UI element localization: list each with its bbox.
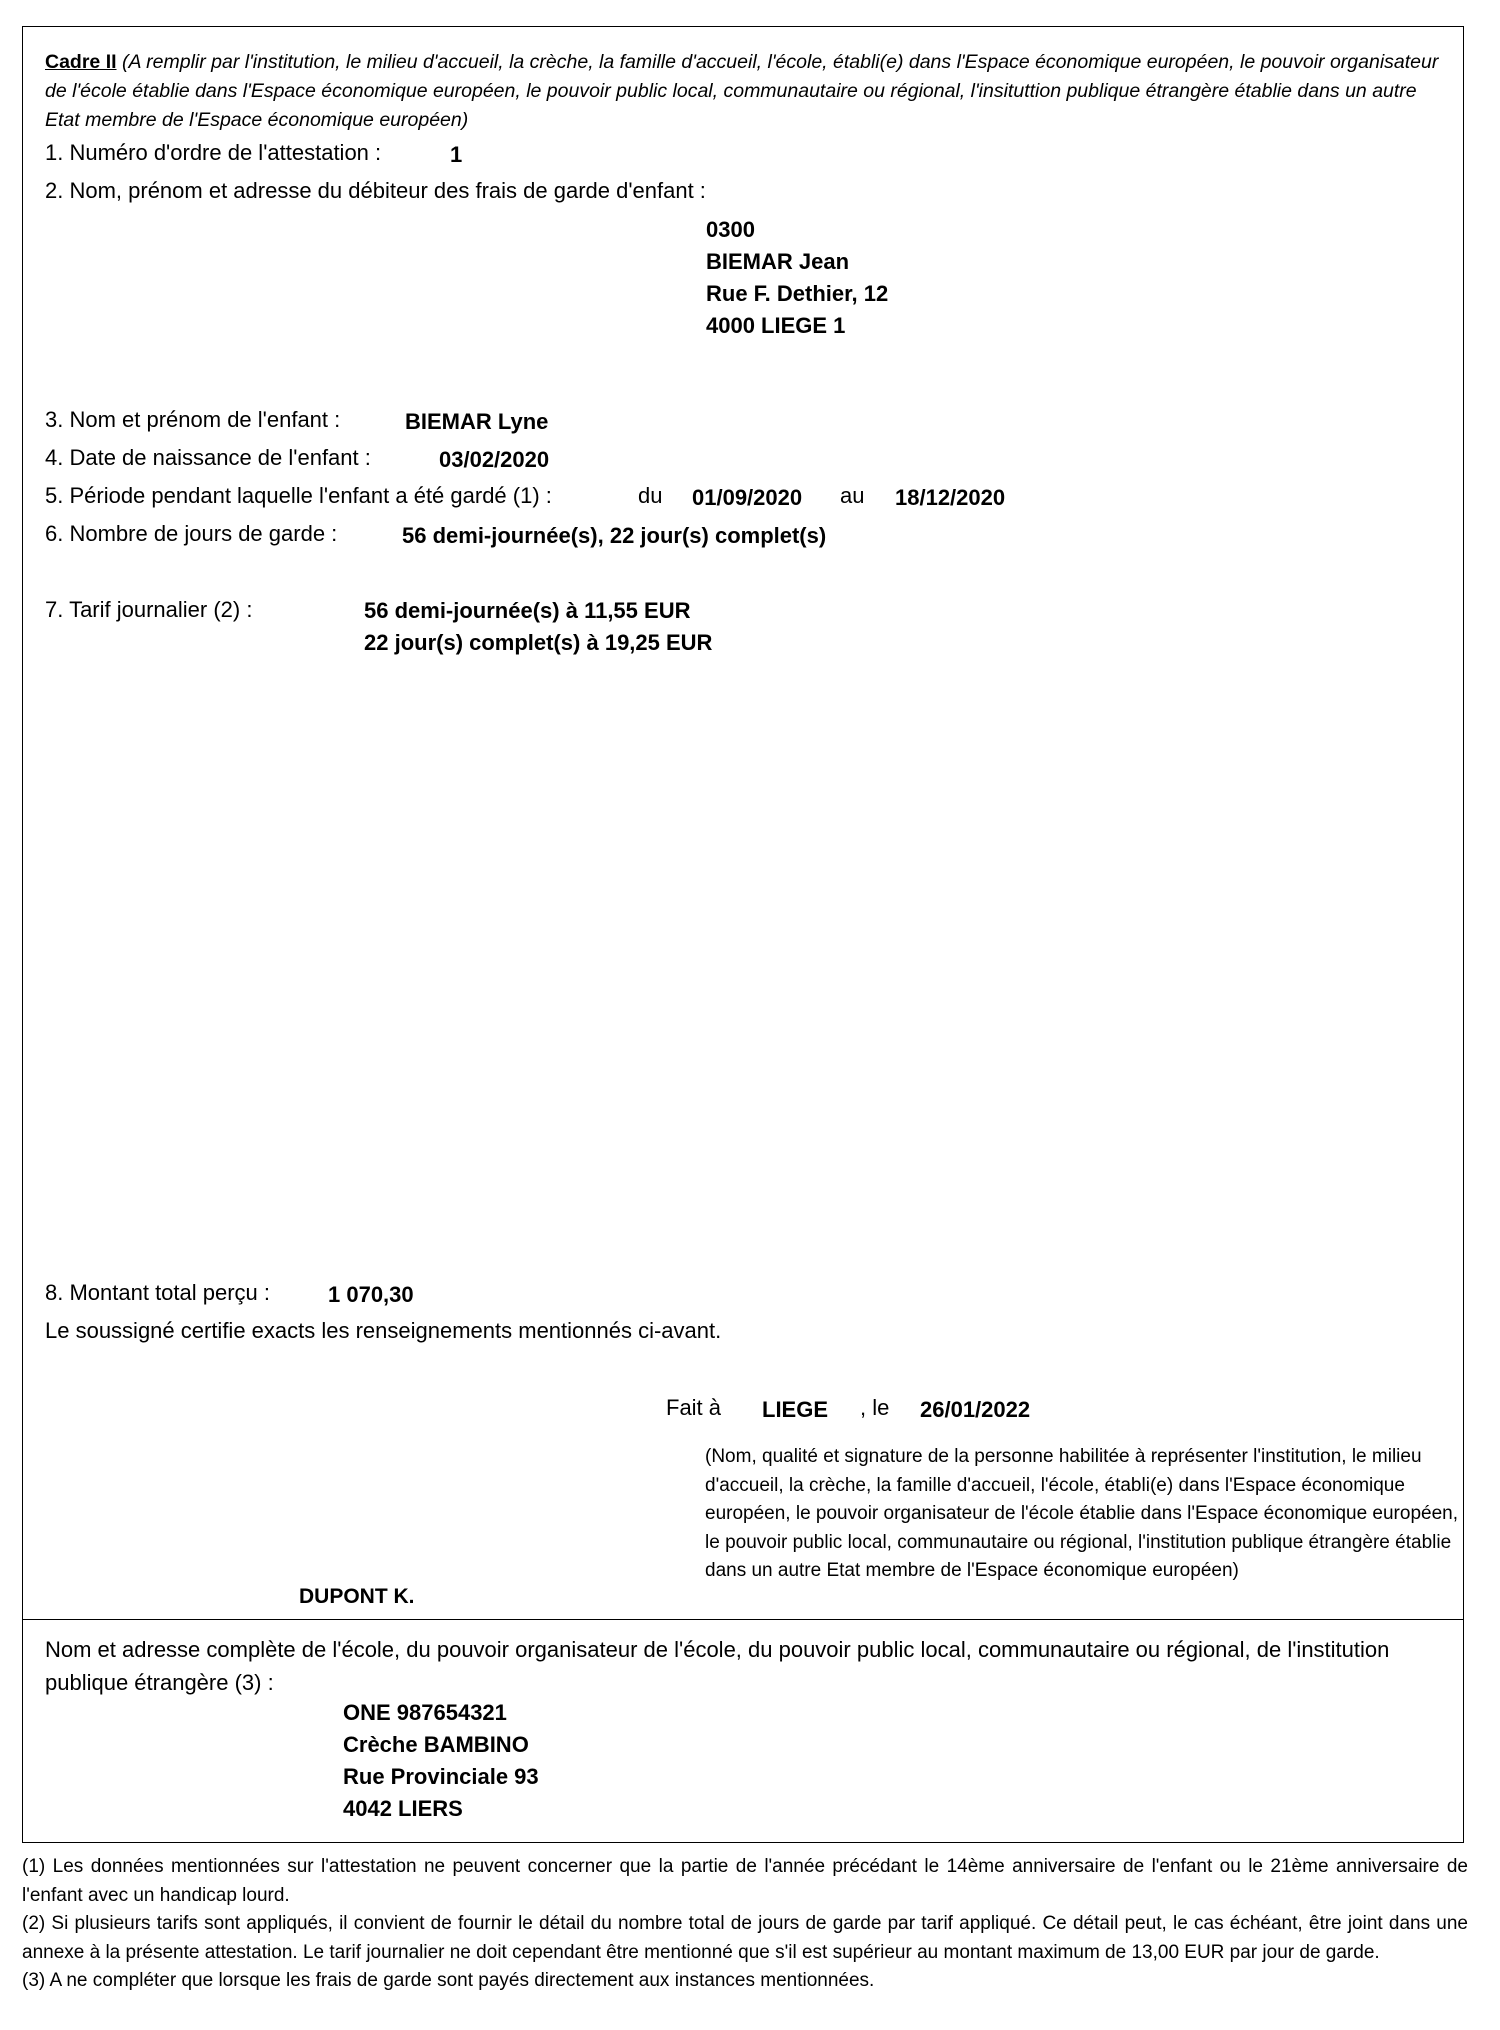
tarif-line: 56 demi-journée(s) à 11,55 EUR: [364, 598, 691, 623]
field-periode-label: 5. Période pendant laquelle l'enfant a été gardé (1) :: [45, 483, 552, 508]
school-address: [343, 1697, 539, 1825]
tarif-lines: [364, 595, 712, 659]
footnote-1: (1) Les données mentionnées sur l'attestation ne peuvent concerner que la partie de l'année précédant le 14ème anniversaire de l'enfant ou le 21ème anniversaire de l'enfant avec un handicap lourd.: [22, 1856, 1468, 1906]
debiteur-address: [706, 214, 888, 342]
field-tarif-label: 7. Tarif journalier (2) :: [45, 597, 253, 622]
debiteur-line: 0300: [706, 217, 755, 242]
cadre-intro-text: (A remplir par l'institution, le milieu d'accueil, la crèche, la famille d'accueil, l'école, établi(e) dans l'Espace économique européen, le pouvoir organisateur de l'école établie dans l'Espace économique européen, le pouvoir public local, communautaire ou régional, l'insituttion publique étrangère établie dans un autre Etat membre de l'Espace économique européen): [45, 51, 1439, 131]
field-enfant-value: BIEMAR Lyne: [405, 409, 549, 434]
field-montant-label: 8. Montant total perçu :: [45, 1280, 271, 1305]
le-label: , le: [860, 1395, 890, 1420]
field-enfant-label: 3. Nom et prénom de l'enfant :: [45, 407, 341, 432]
school-line: Crèche BAMBINO: [343, 1732, 529, 1757]
tarif-line: 22 jour(s) complet(s) à 19,25 EUR: [364, 630, 713, 655]
cadre-title: Cadre II: [45, 51, 117, 73]
field-montant-value: 1 070,30: [328, 1282, 414, 1307]
school-line: 4042 LIERS: [343, 1796, 463, 1821]
fait-date: 26/01/2022: [920, 1397, 1031, 1422]
field-jours-label: 6. Nombre de jours de garde :: [45, 521, 338, 546]
school-line: ONE 987654321: [343, 1700, 507, 1725]
field-naissance-label: 4. Date de naissance de l'enfant :: [45, 445, 371, 470]
field-jours-value: 56 demi-journée(s), 22 jour(s) complet(s): [402, 523, 827, 548]
debiteur-line: 4000 LIEGE 1: [706, 313, 846, 338]
field-periode-au-value: 18/12/2020: [895, 485, 1006, 510]
debiteur-line: Rue F. Dethier, 12: [706, 281, 889, 306]
cadre-intro: [45, 48, 1445, 135]
fait-place: LIEGE: [762, 1397, 829, 1422]
school-line: Rue Provinciale 93: [343, 1764, 539, 1789]
field-ordre-label: 1. Numéro d'ordre de l'attestation :: [45, 140, 382, 165]
field-periode-du-value: 01/09/2020: [692, 485, 803, 510]
footnote-3: (3) A ne compléter que lorsque les frais de garde sont payés directement aux instances mentionnées.: [22, 1970, 875, 1991]
field-periode-au-label: au: [840, 483, 865, 508]
section-divider: [22, 1619, 1464, 1620]
footnotes: [22, 1853, 1468, 1996]
field-naissance-value: 03/02/2020: [439, 447, 550, 472]
field-ordre-value: 1: [450, 142, 463, 167]
school-intro: Nom et adresse complète de l'école, du pouvoir organisateur de l'école, du pouvoir public local, communautaire ou régional, de l'institution publique étrangère (3) :: [45, 1637, 1390, 1695]
signature-note: (Nom, qualité et signature de la personne habilitée à représenter l'institution, le milieu d'accueil, la crèche, la famille d'accueil, l'école, établi(e) dans l'Espace économique européen, le pouvoir organisateur de l'école établie dans l'Espace économique européen, le pouvoir public local, communautaire ou régional, l'institution publique étrangère établie dans un autre Etat membre de l'Espace économique européen): [705, 1446, 1458, 1581]
fait-label: Fait à: [666, 1395, 722, 1420]
field-periode-du-label: du: [638, 483, 663, 508]
signatory-name: DUPONT K.: [299, 1585, 415, 1608]
debiteur-line: BIEMAR Jean: [706, 249, 850, 274]
field-debiteur-label: 2. Nom, prénom et adresse du débiteur des frais de garde d'enfant :: [45, 178, 706, 203]
certification-text: Le soussigné certifie exacts les renseignements mentionnés ci-avant.: [45, 1318, 722, 1343]
footnote-2: (2) Si plusieurs tarifs sont appliqués, il convient de fournir le détail du nombre total de jours de garde par tarif appliqué. Ce détail peut, le cas échéant, être joint dans une annexe à la présente attestation. Le tarif journalier ne doit cependant être mentionné que s'il est supérieur au montant maximum de 13,00 EUR par jour de garde.: [22, 1913, 1468, 1963]
